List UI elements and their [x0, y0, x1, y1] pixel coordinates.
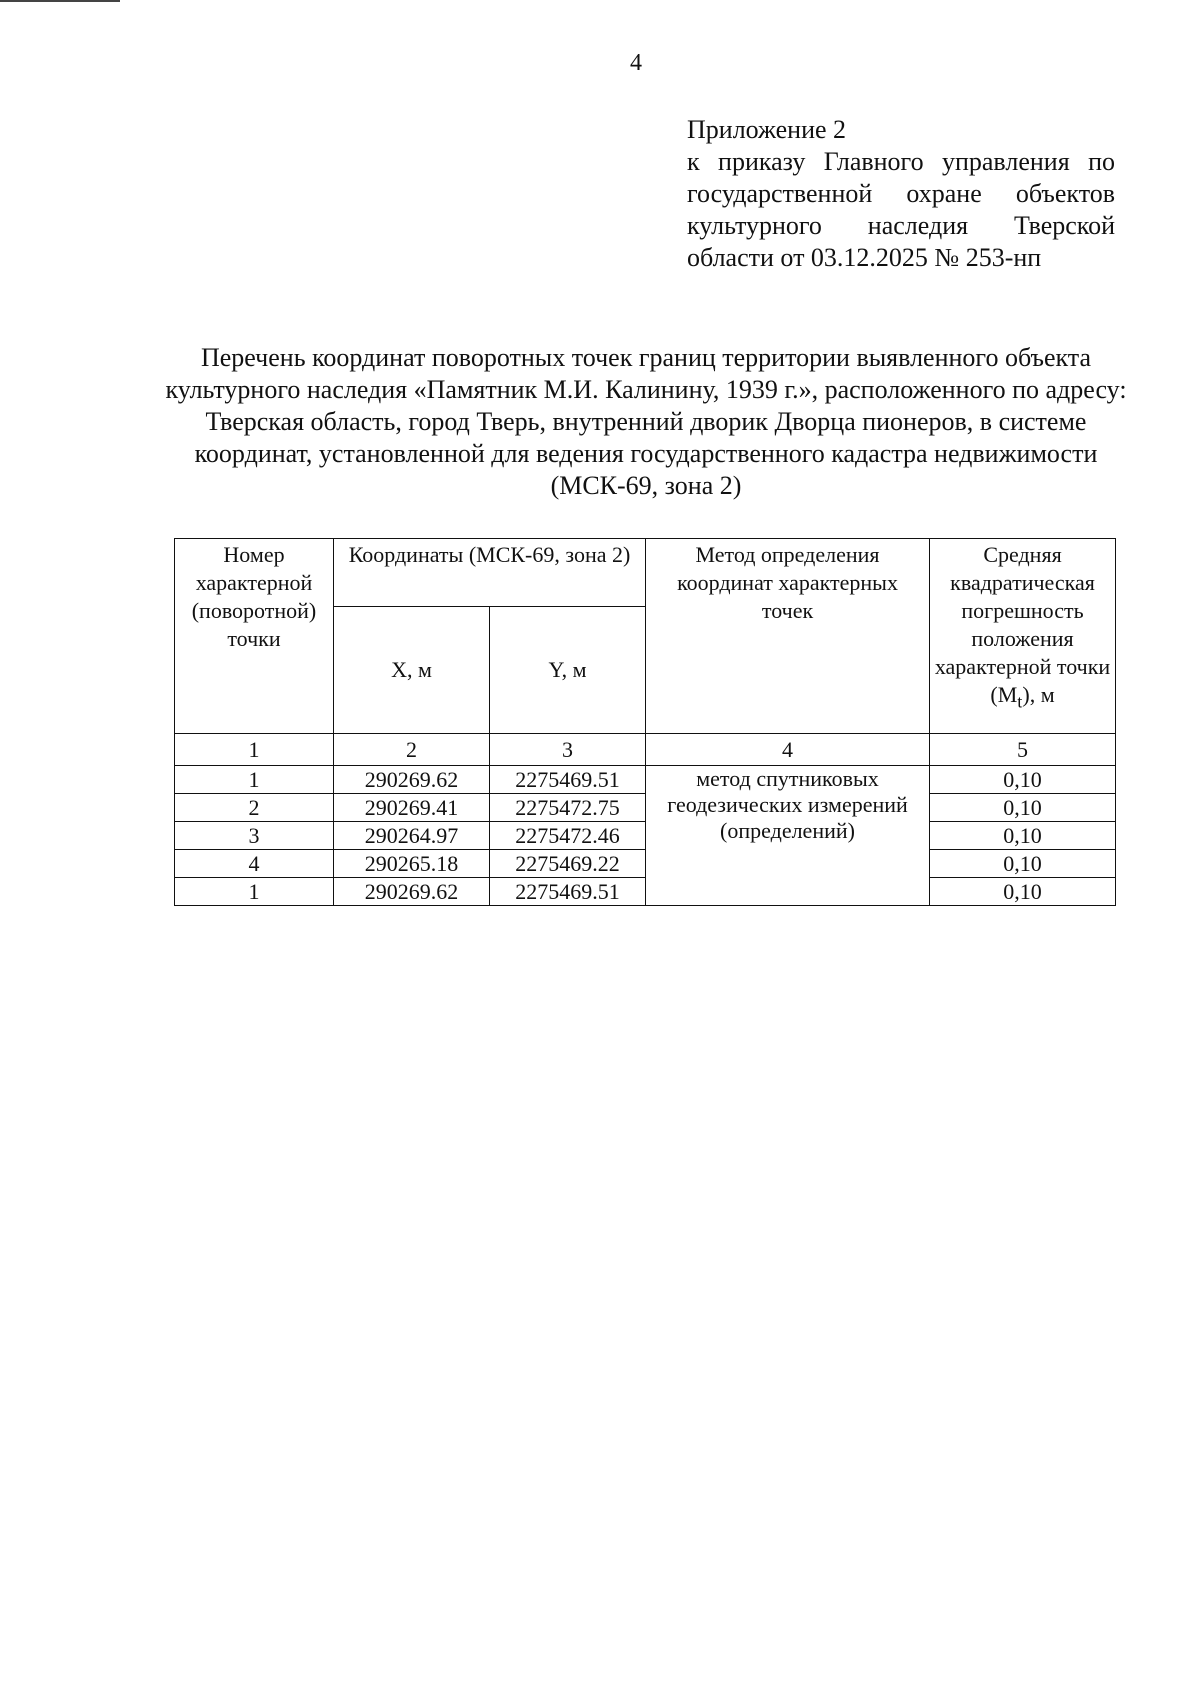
- error-value: 0,10: [930, 878, 1116, 906]
- error-value: 0,10: [930, 794, 1116, 822]
- appendix-order-reference: к приказу Главного управления по государственной охране объектов культурного наследия Тверской области от 03.12.2025 № 253-нп: [687, 147, 1115, 272]
- scan-top-border: [0, 0, 120, 2]
- point-number: 1: [175, 878, 334, 906]
- x-coordinate: 290265.18: [334, 850, 490, 878]
- coordinates-table: [174, 538, 1116, 906]
- y-coordinate: 2275469.22: [490, 850, 646, 878]
- table-row: [175, 794, 1116, 822]
- appendix-title: Приложение 2: [687, 115, 847, 144]
- point-number: 1: [175, 766, 334, 794]
- header-x: X, м: [334, 607, 490, 734]
- point-number: 4: [175, 850, 334, 878]
- header-point-number: Номер характерной (поворотной) точки: [175, 539, 334, 734]
- appendix-header: [687, 114, 1115, 274]
- header-y: Y, м: [490, 607, 646, 734]
- error-value: 0,10: [930, 850, 1116, 878]
- x-coordinate: 290269.41: [334, 794, 490, 822]
- x-coordinate: 290269.62: [334, 878, 490, 906]
- y-coordinate: 2275472.46: [490, 822, 646, 850]
- column-number: 4: [646, 734, 930, 766]
- error-value: 0,10: [930, 766, 1116, 794]
- point-number: 3: [175, 822, 334, 850]
- x-coordinate: 290264.97: [334, 822, 490, 850]
- table-row: [175, 822, 1116, 850]
- y-coordinate: 2275472.75: [490, 794, 646, 822]
- table-row: [175, 766, 1116, 794]
- column-number: 5: [930, 734, 1116, 766]
- header-error: Средняя квадратическая погрешность положения характерной точки $(M_t)$, м: [930, 539, 1116, 734]
- header-method: Метод определения координат характерных точек: [646, 539, 930, 734]
- table-row: [175, 878, 1116, 906]
- document-title: Перечень координат поворотных точек границ территории выявленного объекта культурного наследия «Памятник М.И. Калинину, 1939 г.», расположенного по адресу: Тверская область, город Тверь, внутренний дворик Дворца пионеров, в системе координат, установленной для ведения государственного кадастра недвижимости (МСК-69, зона 2): [165, 343, 1127, 500]
- column-number: 3: [490, 734, 646, 766]
- table-row: [175, 850, 1116, 878]
- header-coordinates: Координаты (МСК-69, зона 2): [334, 539, 646, 607]
- error-value: 0,10: [930, 822, 1116, 850]
- method-value: метод спутниковых геодезических измерений (определений): [646, 766, 930, 906]
- page-number: 4: [630, 50, 642, 76]
- y-coordinate: 2275469.51: [490, 766, 646, 794]
- point-number: 2: [175, 794, 334, 822]
- column-number: 2: [334, 734, 490, 766]
- column-number: 1: [175, 734, 334, 766]
- column-number-row: [175, 734, 1116, 766]
- x-coordinate: 290269.62: [334, 766, 490, 794]
- y-coordinate: 2275469.51: [490, 878, 646, 906]
